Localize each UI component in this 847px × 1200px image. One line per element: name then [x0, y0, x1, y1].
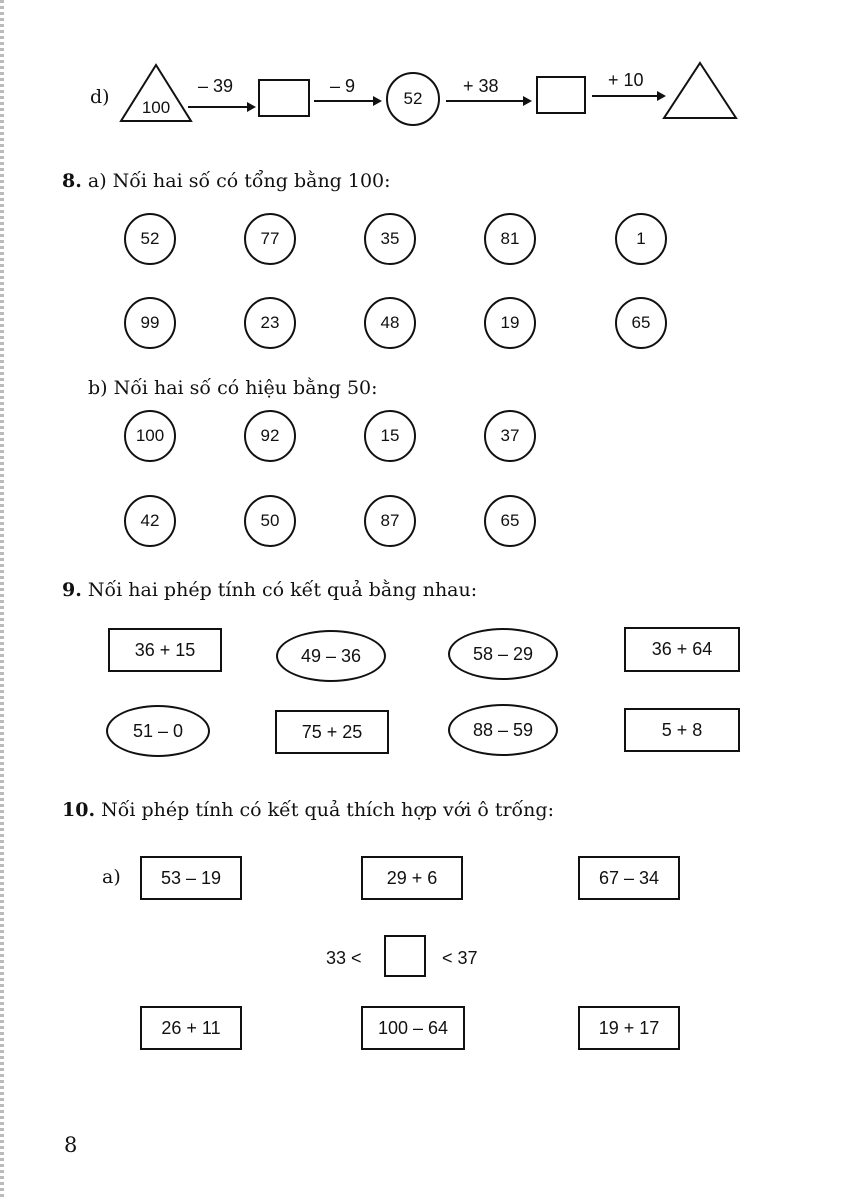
- difference-circle[interactable]: 50: [244, 495, 296, 547]
- difference-circle[interactable]: 15: [364, 410, 416, 462]
- expression-box[interactable]: 36 + 15: [108, 628, 222, 672]
- expression-box[interactable]: 26 + 11: [140, 1006, 242, 1050]
- difference-circle[interactable]: 65: [484, 495, 536, 547]
- sum-circle[interactable]: 1: [615, 213, 667, 265]
- difference-circle[interactable]: 37: [484, 410, 536, 462]
- difference-circle[interactable]: 92: [244, 410, 296, 462]
- sum-circle[interactable]: 23: [244, 297, 296, 349]
- sum-circle[interactable]: 77: [244, 213, 296, 265]
- sum-circle[interactable]: 52: [124, 213, 176, 265]
- arrow-3: [446, 100, 530, 102]
- question-9-text: Nối hai phép tính có kết quả bằng nhau:: [87, 579, 478, 601]
- expression-box[interactable]: 36 + 64: [624, 627, 740, 672]
- start-value: 100: [141, 98, 171, 117]
- blank-box-1[interactable]: [258, 79, 310, 117]
- expression-oval[interactable]: 49 – 36: [276, 630, 386, 682]
- expression-oval[interactable]: 58 – 29: [448, 628, 558, 680]
- op-minus-9: – 9: [330, 76, 356, 96]
- difference-circle[interactable]: 87: [364, 495, 416, 547]
- question-10a-label: a): [102, 866, 121, 888]
- sum-circle[interactable]: 35: [364, 213, 416, 265]
- inequality-right: < 37: [442, 948, 478, 968]
- question-8a-text: a) Nối hai số có tổng bằng 100:: [87, 170, 391, 192]
- question-10-text: Nối phép tính có kết quả thích hợp với ô trống:: [101, 799, 554, 821]
- difference-circle[interactable]: 100: [124, 410, 176, 462]
- page-edge: [0, 0, 4, 1200]
- sum-circle[interactable]: 65: [615, 297, 667, 349]
- value-circle-52: 52: [386, 72, 440, 126]
- page-number: 8: [64, 1133, 78, 1157]
- question-9-heading: [62, 579, 477, 601]
- sum-circle[interactable]: 81: [484, 213, 536, 265]
- expression-box[interactable]: 67 – 34: [578, 856, 680, 900]
- expression-box[interactable]: 75 + 25: [275, 710, 389, 754]
- end-triangle[interactable]: [660, 60, 740, 122]
- sum-circle[interactable]: 19: [484, 297, 536, 349]
- question-number: 10.: [62, 799, 96, 821]
- arrow-1: [188, 106, 254, 108]
- expression-box[interactable]: 5 + 8: [624, 708, 740, 752]
- question-10-heading: [62, 799, 554, 821]
- op-minus-39: – 39: [198, 76, 234, 96]
- part-d-label: d): [90, 86, 110, 108]
- question-number: 8.: [62, 170, 82, 192]
- expression-box[interactable]: 53 – 19: [140, 856, 242, 900]
- question-8-heading: [62, 170, 391, 192]
- op-plus-10: + 10: [608, 70, 644, 90]
- difference-circle[interactable]: 42: [124, 495, 176, 547]
- expression-box[interactable]: 100 – 64: [361, 1006, 465, 1050]
- arrow-2: [314, 100, 380, 102]
- sum-circle[interactable]: 99: [124, 297, 176, 349]
- blank-box-2[interactable]: [536, 76, 586, 114]
- question-8b-text: b) Nối hai số có hiệu bằng 50:: [88, 377, 378, 399]
- sum-circle[interactable]: 48: [364, 297, 416, 349]
- question-number: 9.: [62, 579, 82, 601]
- expression-oval[interactable]: 88 – 59: [448, 704, 558, 756]
- op-plus-38: + 38: [463, 76, 499, 96]
- expression-box[interactable]: 19 + 17: [578, 1006, 680, 1050]
- arrow-4: [592, 95, 664, 97]
- inequality-left: 33 <: [326, 948, 362, 968]
- inequality-blank-box[interactable]: [384, 935, 426, 977]
- expression-oval[interactable]: 51 – 0: [106, 705, 210, 757]
- expression-box[interactable]: 29 + 6: [361, 856, 463, 900]
